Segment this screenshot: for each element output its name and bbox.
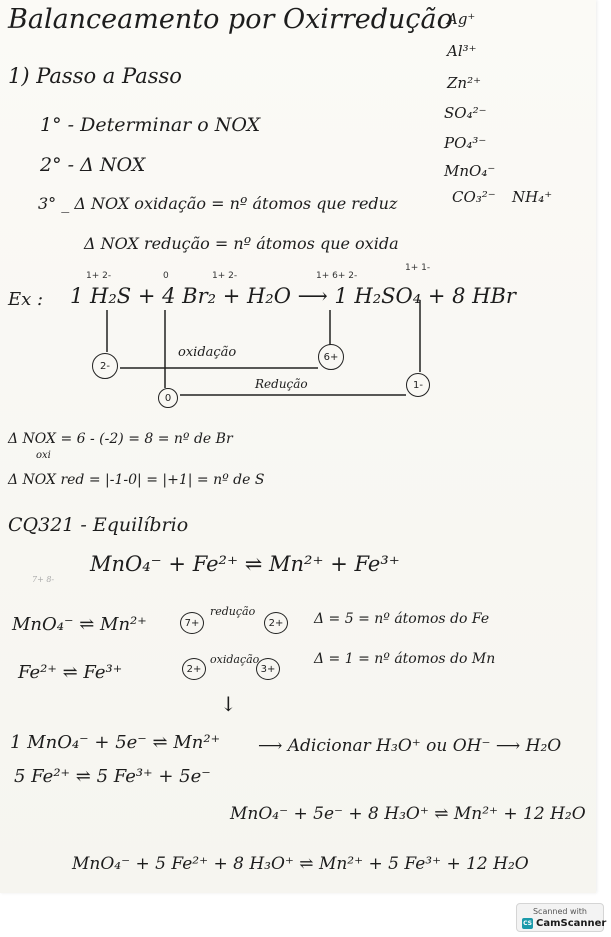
half-reaction-mn: MnO₄⁻ ⇌ Mn²⁺: [12, 614, 147, 635]
ion-zn: Zn²⁺: [447, 74, 482, 92]
circle-fe-2: 2+: [182, 658, 206, 680]
ox-h2s: 1+ 2-: [86, 271, 112, 281]
delta-ox-sub: oxi: [36, 450, 51, 461]
step-1: 1° - Determinar o NOX: [40, 114, 261, 136]
circle-mn-7: 7+: [180, 612, 204, 634]
example-equation: 1 H₂S + 4 Br₂ + H₂O ⟶ 1 H₂SO₄ + 8 HBr: [70, 284, 516, 308]
delta-ox-line: Δ NOX = 6 - (-2) = 8 = nº de Br: [8, 431, 233, 447]
example-label: Ex :: [8, 289, 44, 310]
ion-so4: SO₄²⁻: [444, 104, 487, 122]
ion-al: Al³⁺: [447, 42, 477, 60]
ion-co3: CO₃²⁻: [452, 188, 496, 206]
oxidation-label: oxidação: [178, 345, 237, 360]
page-title: Balanceamento por Oxirredução: [8, 4, 453, 35]
reduction-label: Redução: [255, 377, 308, 391]
delta-red-line: Δ NOX red = |-1-0| = |+1| = nº de S: [8, 472, 265, 488]
half-reaction-fe: Fe²⁺ ⇌ Fe³⁺: [18, 662, 123, 683]
down-arrow-icon: ↓: [220, 692, 237, 716]
section-subtitle: 1) Passo a Passo: [8, 64, 182, 88]
ox-h2o: 1+ 2-: [212, 271, 238, 281]
ox-hbr: 1+ 1-: [405, 263, 431, 273]
balanced-mn: 1 MnO₄⁻ + 5e⁻ ⇌ Mn²⁺: [10, 732, 221, 753]
balanced-with-h3o: MnO₄⁻ + 5e⁻ + 8 H₃O⁺ ⇌ Mn²⁺ + 12 H₂O: [230, 804, 586, 824]
oxidation-arrow-label: oxidação: [210, 653, 260, 666]
circle-br-start: 0: [158, 388, 178, 408]
cq-main-equation: MnO₄⁻ + Fe²⁺ ⇌ Mn²⁺ + Fe³⁺: [90, 552, 400, 576]
circle-fe-3: 3+: [256, 658, 280, 680]
circle-mn-2: 2+: [264, 612, 288, 634]
ion-mno4: MnO₄⁻: [444, 162, 496, 180]
balanced-fe: 5 Fe²⁺ ⇌ 5 Fe³⁺ + 5e⁻: [14, 766, 211, 787]
step-3-reduction: Δ NOX redução = nº átomos que oxida: [84, 234, 399, 253]
ox-h2so4: 1+ 6+ 2-: [316, 271, 358, 281]
camscanner-watermark: [516, 903, 607, 932]
watermark-brand: [522, 918, 606, 929]
camscanner-logo-icon: CS: [523, 920, 532, 927]
final-equation: MnO₄⁻ + 5 Fe²⁺ + 8 H₃O⁺ ⇌ Mn²⁺ + 5 Fe³⁺ + 12 H₂O: [72, 854, 529, 874]
margin-note: 7+ 8-: [32, 575, 55, 584]
ox-br2: 0: [163, 271, 169, 281]
half1-delta: Δ = 5 = nº átomos do Fe: [314, 611, 490, 627]
watermark-top-text: Scanned with: [532, 907, 588, 916]
circle-s-end: 6+: [318, 344, 344, 370]
circle-s-start: 2-: [92, 353, 118, 379]
watermark-brand-text: CamScanner: [536, 918, 607, 929]
reduction-arrow-label: redução: [210, 605, 256, 618]
step-3: 3° _ Δ NOX oxidação = nº átomos que reduz: [38, 194, 398, 213]
circle-br-end: 1-: [406, 373, 430, 397]
cq-title: CQ321 - Equilíbrio: [8, 514, 189, 536]
ion-po4: PO₄³⁻: [444, 134, 487, 152]
half2-delta: Δ = 1 = nº átomos do Mn: [314, 651, 496, 667]
step-2: 2° - Δ NOX: [40, 154, 146, 176]
ion-nh4: NH₄⁺: [512, 188, 553, 206]
ion-ag: Ag⁺: [447, 10, 476, 28]
add-hydronium-note: ⟶ Adicionar H₃O⁺ ou OH⁻ ⟶ H₂O: [258, 736, 562, 756]
